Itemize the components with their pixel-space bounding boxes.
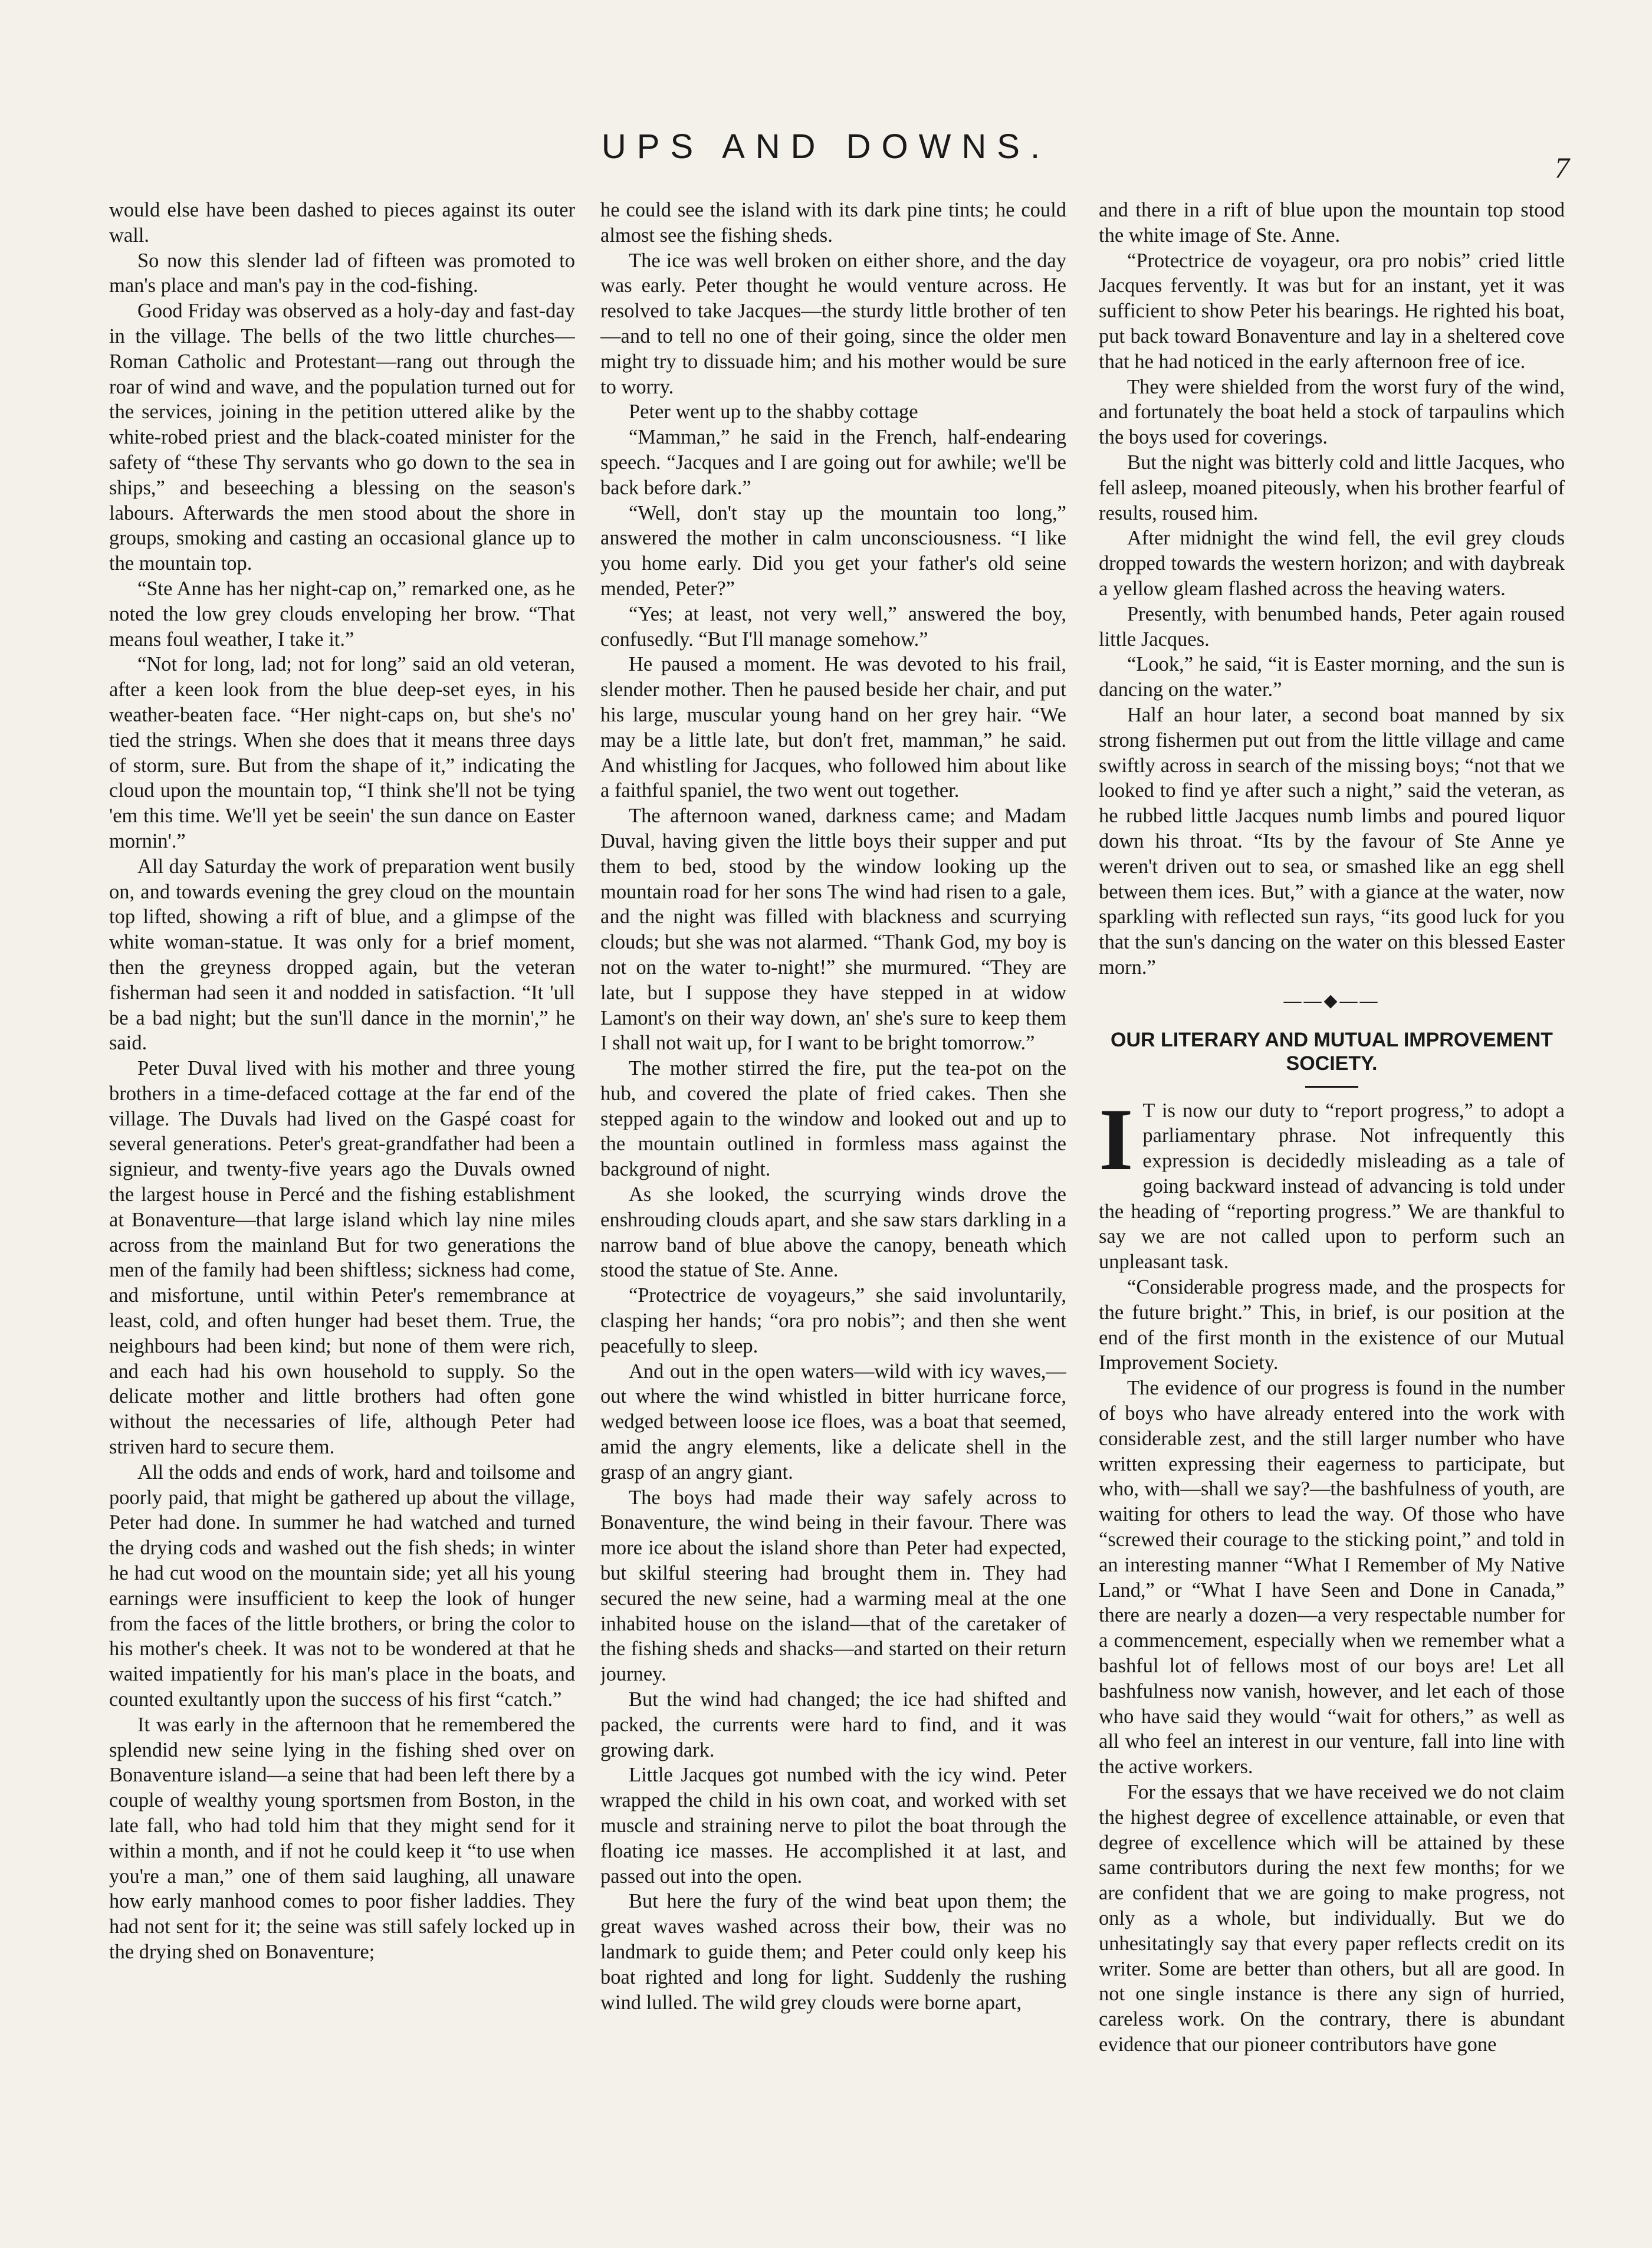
paragraph: All day Saturday the work of preparation went busily on, and towards evening the grey cloud on the mountain top lifted, showing a rift of blue, and a glimpse of the white woman-statue. It was only for a brief moment, then the greyness dropped again, but the veteran fisherman had seen it and nodded in satisfaction. “It 'ull be a bad night; but the sun'll dance in the mornin',” he said. <box>109 855 575 1055</box>
paragraph: The boys had made their way safely across to Bonaventure, the wind being in their favour. There was more ice about the island shore than Peter had expected, but skilful steering had brought them in. They had secured the new seine, had a warming meal at the one inhabited house on the island—that of the caretaker of the fishing sheds and shacks—and started on their return journey. <box>600 1486 1066 1686</box>
paragraph: Presently, with benumbed hands, Peter again roused little Jacques. <box>1099 602 1565 651</box>
paragraph: “Protectrice de voyageurs,” she said involuntarily, clasping her hands; “ora pro nobis”; and then she went peacefully to sleep. <box>600 1284 1066 1357</box>
paragraph: “Yes; at least, not very well,” answered the boy, confusedly. “But I'll manage somehow.” <box>600 602 1066 651</box>
column-1 <box>109 198 575 2215</box>
paragraph: As she looked, the scurrying winds drove the enshrouding clouds apart, and she saw stars darkling in a narrow band of blue above the canopy, beneath which stood the statue of Ste. Anne. <box>600 1183 1066 1282</box>
paragraph: But here the fury of the wind beat upon them; the great waves washed across their bow, their was no landmark to guide them; and Peter could only keep his boat righted and long for light. Suddenly the rushing wind lulled. The wild grey clouds were borne apart, <box>600 1890 1066 2014</box>
paragraph: And out in the open waters—wild with icy waves,—out where the wind whistled in bitter hurricane force, wedged between loose ice floes, was a boat that seemed, amid the angry elements, like a delicate shell in the grasp of an angry giant. <box>600 1360 1066 1484</box>
paragraph: It was early in the afternoon that he remembered the splendid new seine lying in the fishing shed over on Bonaventure island—a seine that had been left there by a couple of wealthy young sportsmen from Boston, in the late fall, who had told him that they might send for it within a month, and if not he could keep it “to use when you're a man,” one of them said laughing, all unaware how early manhood comes to poor fisher laddies. They had not sent for it; the seine was still safely locked up in the drying shed on Bonaventure; <box>109 1713 575 1963</box>
section-heading: OUR LITERARY AND MUTUAL IMPROVEMENT SOCIETY. <box>1111 1028 1553 1075</box>
drop-cap: I <box>1099 1090 1134 1189</box>
first-paragraph <box>1099 1090 1565 1275</box>
paragraph: The mother stirred the fire, put the tea-pot on the hub, and covered the plate of fried cakes. Then she stepped again to the window and looked out and up to the mountain outlined in formless mass against the background of night. <box>600 1057 1066 1181</box>
page-header <box>0 127 1652 184</box>
paragraph: Peter went up to the shabby cottage <box>629 401 918 424</box>
paragraph: He paused a moment. He was devoted to his frail, slender mother. Then he paused beside her chair, and put his large, muscular young hand on her grey hair. “We may be a little late, but don't fret, mamman,” he said. And whistling for Jacques, who followed him about like a faithful spaniel, the two went out together. <box>600 653 1066 802</box>
paragraph: “Considerable progress made, and the prospects for the future bright.” This, in brief, is our position at the end of the first month in the existence of our Mutual Improvement Society. <box>1099 1276 1565 1374</box>
paragraph: After midnight the wind fell, the evil grey clouds dropped towards the western horizon; and with daybreak a yellow gleam flashed across the heaving waters. <box>1099 527 1565 600</box>
paragraph: The evidence of our progress is found in the number of boys who have already entered into the work with considerable zest, and the still larger number who have written expressing their eagerness to participate, but who, with—shall we say?—the bashfulness of youth, are waiting for others to lead the way. Of those who have “screwed their courage to the sticking point,” and told in an interesting manner “What I Remember of My Native Land,” or “What I have Seen and Done in Canada,” there are nearly a dozen—a very respectable number for a commencement, especially when we remember what a bashful lot of fellows most of our boys are! Let all bashfulness now vanish, however, and let each of those who have said they would “wait for others,” as well as all who feel an interest in our venture, fall into line with the active workers. <box>1099 1377 1565 1778</box>
paragraph: They were shielded from the worst fury of the wind, and fortunately the boat held a stock of tarpaulins which the boys used for coverings. <box>1099 375 1565 449</box>
paragraph: Peter Duval lived with his mother and three young brothers in a time-defaced cottage at the far end of the village. The Duvals had lived on the Gaspé coast for several generations. Peter's great-grandfather had been a signieur, and twenty-five years ago the Duvals owned the largest house in Percé and the fishing establishment at Bonaventure—that large island which lay nine miles across from the mainland But for two generations the men of the family had been shiftless; sickness had come, and misfortune, until within Peter's remembrance at least, cold, and often hunger had beset them. True, the neighbours had been kind; but none of them were rich, and each had his own household to supply. So the delicate mother and little brothers had often gone without the necessaries of life, although Peter had striven hard to secure them. <box>109 1057 575 1459</box>
paragraph: he could see the island with its dark pine tints; he could almost see the fishing sheds. <box>600 199 1066 247</box>
first-paragraph-text: T is now our duty to “report progress,” to adopt a parliamentary phrase. Not infrequently this expression is decidedly misleading as a tale of going backward instead of advancing is told under the heading of “reporting progress.” We are thankful to say we are not called upon to perform such an unpleasant task. <box>1099 1099 1565 1274</box>
paragraph: So now this slender lad of fifteen was promoted to man's place and man's pay in the cod-fishing. <box>109 249 575 297</box>
paragraph: and there in a rift of blue upon the mountain top stood the white image of Ste. Anne. <box>1099 199 1565 247</box>
paragraph: “Not for long, lad; not for long” said an old veteran, after a keen look from the blue deep-set eyes, in his weather-beaten face. “Her night-caps on, but she's no' tied the strings. When she does that it means three days of storm, sure. But from the shape of it,” indicating the cloud upon the mountain top, “I think she'll not be tying 'em this time. We'll yet be seein' the sun dance on Easter mornin'.” <box>109 653 575 852</box>
running-title: UPS AND DOWNS. <box>601 127 1051 166</box>
paragraph: Half an hour later, a second boat manned by six strong fishermen put out from the little village and came swiftly across in search of the missing boys; “not that we looked to find ye after such a night,” said the veteran, as he rubbed little Jacques numb limbs and poured liquor down his throat. “Its by the favour of Ste Anne ye weren't driven out to sea, or smashed like an egg shell between them ices. But,” with a giance at the water, now sparkling with reflected sun rays, “its good luck for you that the sun's dancing on the water on this blessed Easter morn.” <box>1099 703 1565 979</box>
paragraph: “Ste Anne has her night-cap on,” remarked one, as he noted the low grey clouds enveloping her brow. “That means foul weather, I take it.” <box>109 577 575 651</box>
paragraph: The afternoon waned, darkness came; and Madam Duval, having given the little boys their supper and put them to bed, stood by the window looking up the mountain road for her sons The wind had risen to a gale, and the night was filled with blackness and scurrying clouds; but she was not alarmed. “Thank God, my boy is not on the water to-night!” she murmured. “They are late, but I suppose they have stepped in at widow Lamont's on their way down, an' she's sure to keep them I shall not wait up, for I want to be bright tomorrow.” <box>600 805 1066 1055</box>
paragraph: Little Jacques got numbed with the icy wind. Peter wrapped the child in his own coat, and worked with set muscle and straining nerve to pilot the boat through the floating ice masses. He accomplished it at last, and passed out into the open. <box>600 1764 1066 1888</box>
page-number: 7 <box>1555 151 1569 184</box>
column-3 <box>1099 198 1565 2215</box>
paragraph: All the odds and ends of work, hard and toilsome and poorly paid, that might be gathered up about the village, Peter had done. In summer he had watched and turned the drying cods and washed out the fish sheds; in winter he had cut wood on the mountain side; yet all his young earnings were insufficient to keep the look of hunger from the faces of the little brothers, or bring the color to his mother's cheek. It was not to be wondered at that he waited impatiently for his man's place in the boats, and counted exultantly upon the success of his first “catch.” <box>109 1461 575 1711</box>
paragraph: would else have been dashed to pieces against its outer wall. <box>109 199 575 247</box>
paragraph: Good Friday was observed as a holy-day and fast-day in the village. The bells of the two little churches—Roman Catholic and Protestant—rang out through the roar of wind and wave, and the population turned out for the services, joining in the petition uttered alike by the white-robed priest and the black-coated minister for the safety of “these Thy servants who go down to the sea in ships,” and beseeching a blessing on the season's labours. Afterwards the men stood about the shore in groups, smoking and casting an occasional glance up to the mountain top. <box>109 300 575 575</box>
paragraph: But the wind had changed; the ice had shifted and packed, the currents were hard to find, and it was growing dark. <box>600 1688 1066 1761</box>
paragraph: The ice was well broken on either shore, and the day was early. Peter thought he would venture across. He resolved to take Jacques—the sturdy little brother of ten—and to tell no one of their going, since the older men might try to dissuade him; and his mother would be sure to worry. <box>600 249 1066 398</box>
paragraph: “Look,” he said, “it is Easter morning, and the sun is dancing on the water.” <box>1099 653 1565 701</box>
paragraph: “Protectrice de voyageur, ora pro nobis” cried little Jacques fervently. It was but for an instant, yet it was sufficient to show Peter his bearings. He righted his boat, put back toward Bonaventure and lay in a sheltered cove that he had noticed in the early afternoon free of ice. <box>1099 249 1565 373</box>
paragraph: For the essays that we have received we do not claim the highest degree of excellence attainable, or even that degree of excellence which will be attained by these same contributors during the next few months; for we are confident that we are going to make progress, not only as a whole, but individually. But we do unhesitatingly say that every paper reflects credit on its writer. Some are better than others, but all are good. In not one single instance is there any sign of hurried, careless work. On the contrary, there is abundant evidence that our pioneer contributors have gone <box>1099 1781 1565 2056</box>
heading-rule <box>1305 1086 1358 1088</box>
section-divider-ornament: ——◆—— <box>1283 990 1380 1010</box>
paragraph: “Well, don't stay up the mountain too long,” answered the mother in calm unconsciousness. “I like you home early. Did you get your father's old seine mended, Peter?” <box>600 501 1066 600</box>
column-2 <box>600 198 1066 2215</box>
paragraph: “Mamman,” he said in the French, half-endearing speech. “Jacques and I are going out for awhile; we'll be back before dark.” <box>600 426 1066 499</box>
paragraph: But the night was bitterly cold and little Jacques, who fell asleep, moaned piteously, when his brother fearful of results, roused him. <box>1099 451 1565 524</box>
